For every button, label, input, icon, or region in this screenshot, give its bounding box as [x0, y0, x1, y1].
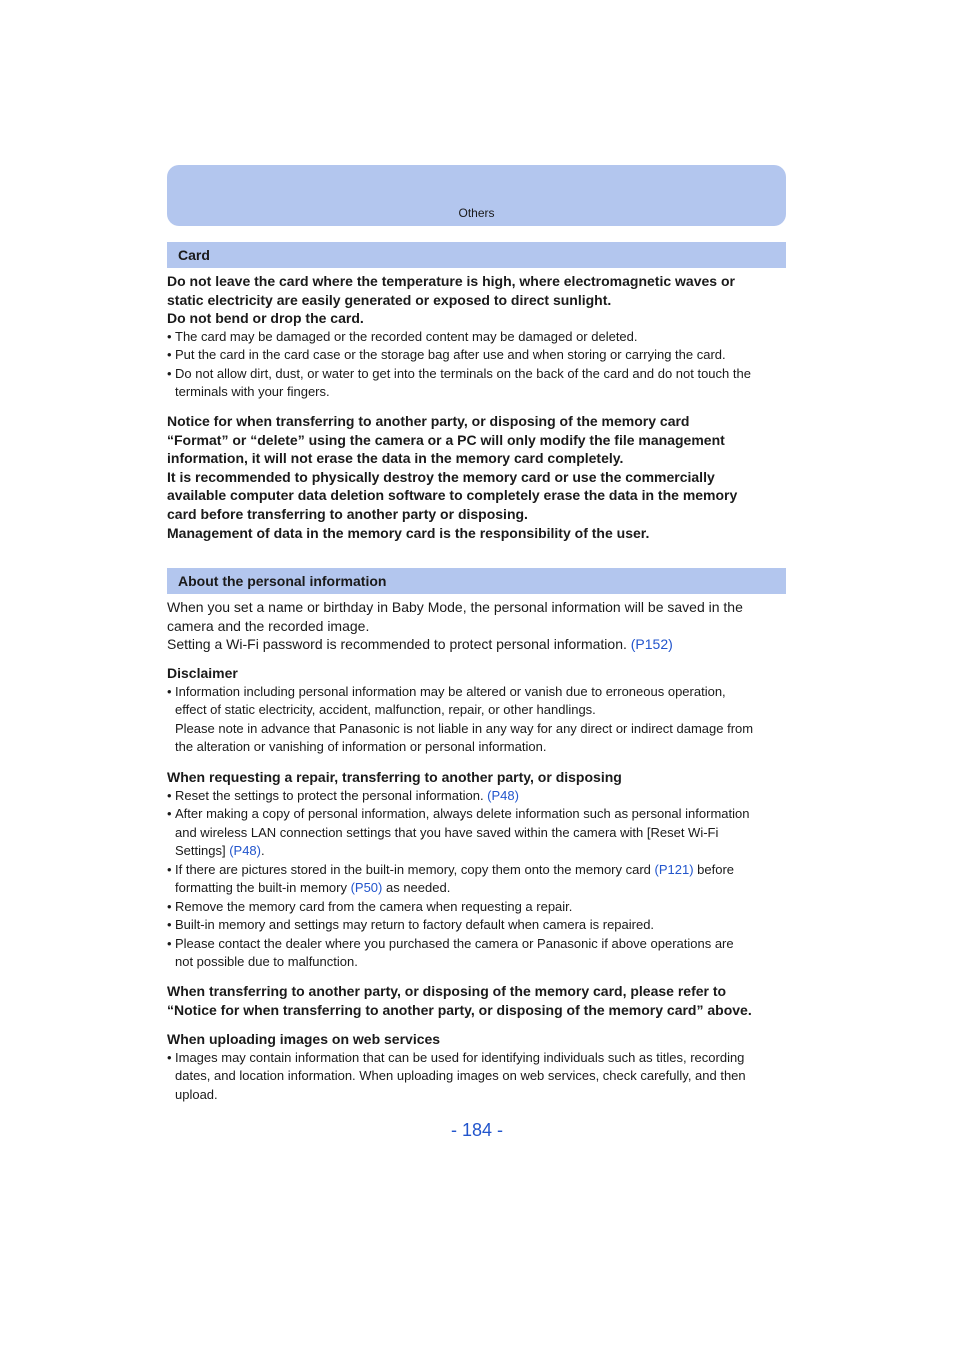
- disclaimer-heading: Disclaimer: [167, 665, 238, 681]
- page-number: - 184 -: [450, 1120, 504, 1140]
- upload-block: [167, 1030, 787, 1104]
- link-p50[interactable]: (P50): [350, 880, 383, 896]
- disclaimer-text: Information including personal information may be altered or vanish due to erroneous operation,: [175, 683, 726, 699]
- transfer-note: [167, 982, 787, 1019]
- repair-text: .: [261, 843, 265, 859]
- notice-line: card before transferring to another party or disposing.: [167, 505, 528, 522]
- link-p152[interactable]: (P152): [630, 636, 673, 653]
- repair-text: If there are pictures stored in the built-in memory, copy them onto the memory card: [175, 861, 655, 877]
- disclaimer-text: the alteration or vanishing of information or personal information.: [175, 739, 547, 755]
- card-bullet: • Put the card in the card case or the storage bag after use and when storing or carrying the card.: [167, 346, 787, 365]
- repair-bullet: • Remove the memory card from the camera when requesting a repair.: [167, 898, 787, 917]
- link-p48[interactable]: (P48): [229, 843, 261, 859]
- repair-bullet: [167, 787, 787, 806]
- warning-line: static electricity are easily generated or exposed to direct sunlight.: [167, 291, 612, 308]
- personal-intro: [167, 598, 787, 654]
- section-title-personal-information: About the personal information: [167, 568, 786, 594]
- card-bullet-text: Do not allow dirt, dust, or water to get into the terminals on the back of the card and do not touch the: [175, 365, 751, 381]
- repair-block: [167, 768, 787, 972]
- repair-text: and wireless LAN connection settings that you have saved within the camera with [Reset Wi-Fi: [175, 824, 719, 840]
- disclaimer-text: effect of static electricity, accident, malfunction, repair, or other handlings.: [175, 702, 596, 718]
- notice-line: Management of data in the memory card is the responsibility of the user.: [167, 524, 650, 541]
- disclaimer-bullet: [167, 683, 787, 720]
- warning-line: Do not leave the card where the temperature is high, where electromagnetic waves or: [167, 273, 735, 289]
- chapter-header-tab: [167, 165, 786, 226]
- repair-text: formatting the built-in memory: [175, 880, 351, 896]
- card-bullet-text: terminals with your fingers.: [175, 384, 330, 400]
- intro-line: camera and the recorded image.: [167, 617, 370, 634]
- intro-line: When you set a name or birthday in Baby Mode, the personal information will be saved in the: [167, 599, 743, 615]
- card-bullet: • The card may be damaged or the recorded content may be damaged or deleted.: [167, 328, 787, 347]
- transfer-line: When transferring to another party, or disposing of the memory card, please refer to: [167, 983, 727, 999]
- card-warning: [167, 272, 787, 402]
- disclaimer-block: [167, 664, 787, 757]
- upload-text: upload.: [175, 1086, 218, 1102]
- notice-line: available computer data deletion software to completely erase the data in the memory: [167, 487, 738, 504]
- upload-text: dates, and location information. When uploading images on web services, check carefully, and then: [175, 1068, 746, 1084]
- link-p48[interactable]: (P48): [487, 787, 519, 803]
- upload-heading: When uploading images on web services: [167, 1031, 441, 1047]
- section-title-card: Card: [167, 242, 786, 268]
- transfer-line: “Notice for when transferring to another party, or disposing of the memory card” above.: [167, 1001, 752, 1018]
- wifi-password-line: [167, 635, 787, 654]
- chapter-label: Others: [458, 206, 495, 220]
- disclaimer-note: [167, 720, 787, 757]
- link-p121[interactable]: (P121): [654, 861, 694, 877]
- repair-text: Please contact the dealer where you purchased the camera or Panasonic if above operations are: [175, 935, 734, 951]
- notice-line: Notice for when transferring to another party, or disposing of the memory card: [167, 413, 690, 429]
- notice-line: “Format” or “delete” using the camera or a PC will only modify the file management: [167, 431, 725, 448]
- notice-block: [167, 412, 787, 542]
- wifi-text: Setting a Wi-Fi password is recommended to protect personal information.: [167, 636, 631, 653]
- upload-text: Images may contain information that can be used for identifying individuals such as titles, recording: [175, 1049, 745, 1065]
- repair-text: as needed.: [382, 880, 451, 896]
- repair-bullet: • Built-in memory and settings may return to factory default when camera is repaired.: [167, 916, 787, 935]
- card-bullet: [167, 365, 787, 402]
- repair-text: After making a copy of personal information, always delete information such as personal information: [175, 806, 750, 822]
- repair-bullet: [167, 861, 787, 898]
- repair-text: not possible due to malfunction.: [175, 954, 358, 970]
- repair-bullet: [167, 805, 787, 861]
- notice-line: It is recommended to physically destroy the memory card or use the commercially: [167, 468, 715, 485]
- repair-text: Reset the settings to protect the personal information.: [175, 787, 488, 803]
- notice-line: information, it will not erase the data in the memory card completely.: [167, 450, 624, 467]
- warning-line: Do not bend or drop the card.: [167, 310, 364, 327]
- repair-text: Settings]: [175, 843, 230, 859]
- repair-heading: When requesting a repair, transferring to another party, or disposing: [167, 769, 622, 785]
- repair-text: before: [693, 861, 735, 877]
- upload-bullet: [167, 1049, 787, 1105]
- repair-bullet: [167, 935, 787, 972]
- disclaimer-text: Please note in advance that Panasonic is not liable in any way for any direct or indirect damage from: [175, 720, 754, 736]
